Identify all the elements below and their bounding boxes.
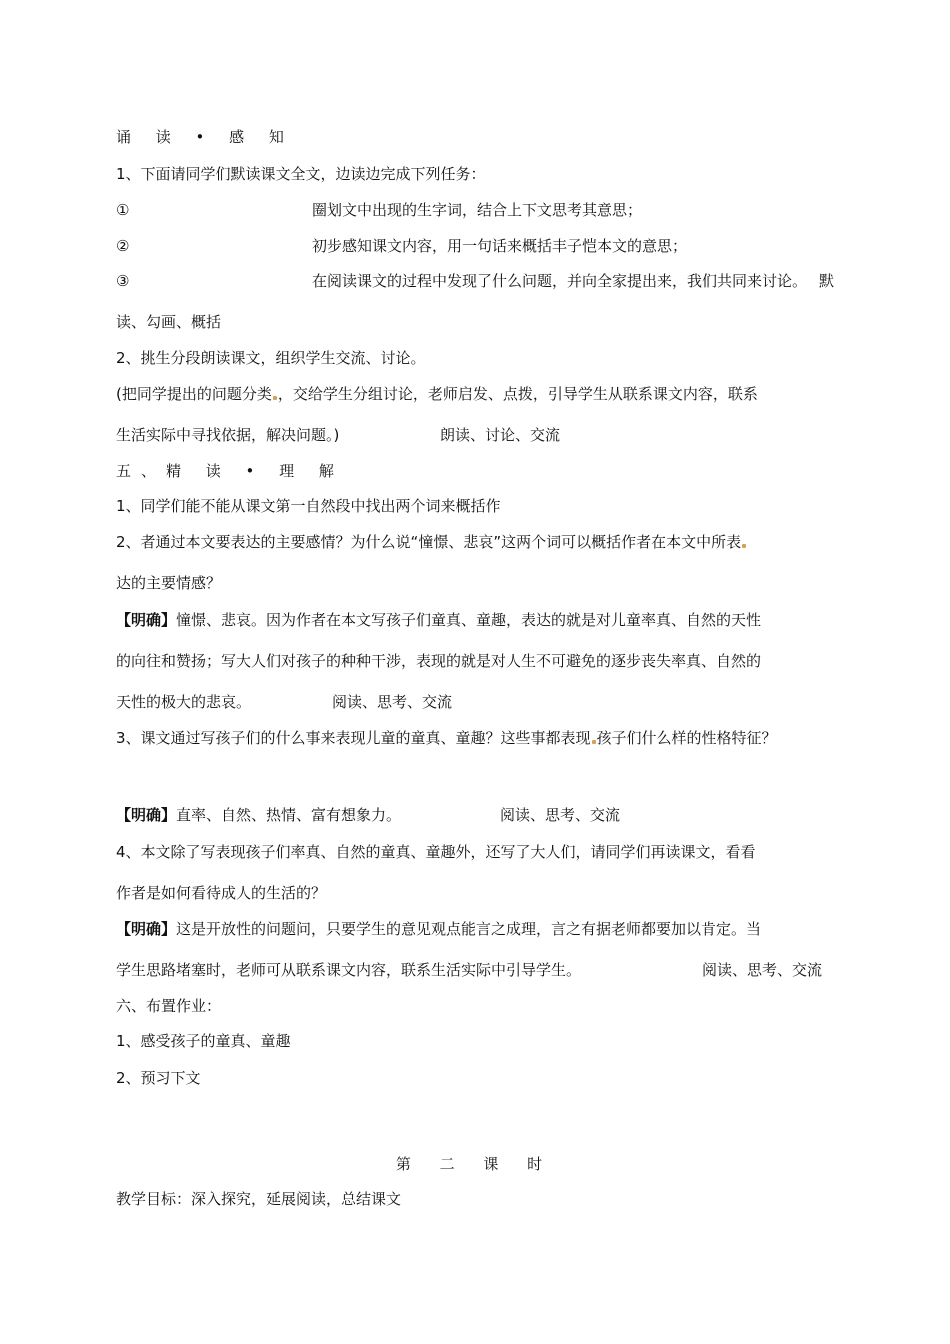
list-marker: ① (116, 201, 130, 219)
paragraph-discussion-continued (116, 425, 836, 445)
teaching-goal: 教学目标：深入探究，延展阅读，总结课文 (116, 1190, 402, 1208)
activity-label: 朗读、讨论、交流 (440, 426, 561, 444)
text-fragment: 学生思路堵塞时，老师可从联系课文内容，联系生活实际中引导学生。 (116, 961, 582, 979)
list-text: 初步感知课文内容，用一句话来概括丰子恺本文的意思； (312, 237, 688, 255)
answer-1 (116, 610, 761, 630)
list-item-3 (116, 271, 846, 291)
dot-mark (592, 740, 596, 744)
text-fragment: (把同学提出的问题分类 (116, 385, 272, 403)
lesson-heading: 第 二 课 时 (395, 1155, 555, 1173)
question-1: 1、同学们能不能从课文第一自然段中找出两个词来概括作 (116, 497, 501, 515)
question-3 (116, 728, 777, 748)
text-fragment: 憧憬、悲哀。因为作者在本文写孩子们童真、童趣，表达的就是对儿童率真、自然的天性 (176, 611, 762, 629)
answer-label: 【明确】 (116, 806, 177, 824)
answer-3 (116, 919, 761, 939)
question-4: 4、本文除了写表现孩子们率真、自然的童真、童趣外，还写了大人们，请同学们再读课文，看看 (116, 843, 756, 861)
paragraph-read-aloud: 2、挑生分段朗读课文，组织学生交流、讨论。 (116, 349, 426, 367)
text-fragment: 这是开放性的问题问，只要学生的意见观点能言之成理，言之有据老师都要加以肯定。当 (176, 920, 762, 938)
text-fragment: 3、课文通过写孩子们的什么事来表现儿童的童真、童趣？这些事都表现 (116, 729, 591, 747)
question-2 (116, 532, 747, 552)
text-fragment: 孩子们什么样的性格特征？ (596, 729, 777, 747)
answer-2 (116, 805, 676, 825)
section-heading-recite: 诵 读 • 感 知 (116, 128, 294, 146)
list-text: 圈划文中出现的生字词，结合上下文思考其意思； (312, 201, 643, 219)
paragraph-discussion (116, 384, 758, 404)
question-4-continued: 作者是如何看待成人的生活的？ (116, 884, 327, 902)
text-fragment: 生活实际中寻找依据，解决问题。) (116, 426, 340, 444)
answer-1-line-3 (116, 692, 616, 712)
list-text: 在阅读课文的过程中发现了什么问题，并向全家提出来，我们共同来讨论。 (312, 272, 808, 290)
text-fragment: 直率、自然、热情、富有想象力。 (176, 806, 402, 824)
activity-label: 阅读、思考、交流 (500, 806, 621, 824)
section-heading-homework: 六、布置作业： (116, 997, 222, 1015)
paragraph-task-intro: 1、下面请同学们默读课文全文，边读边完成下列任务： (116, 165, 486, 183)
list-marker: ③ (116, 272, 130, 290)
activity-label: 阅读、思考、交流 (702, 961, 823, 979)
activity-label: 默 (819, 272, 835, 290)
activity-label: 阅读、思考、交流 (332, 693, 453, 711)
homework-item-2: 2、预习下文 (116, 1069, 201, 1087)
list-item-1 (116, 200, 643, 220)
activity-label-continued: 读、勾画、概括 (116, 313, 222, 331)
text-fragment: 天性的极大的悲哀。 (116, 693, 252, 711)
list-marker: ② (116, 237, 130, 255)
answer-label: 【明确】 (116, 920, 177, 938)
answer-1-line-2: 的向往和赞扬；写大人们对孩子的种种干涉，表现的就是对人生不可避免的逐步丧失率真、自然的 (116, 652, 762, 670)
section-heading-intensive: 五、精 读 • 理 解 (116, 462, 344, 480)
answer-3-line-2 (116, 960, 836, 980)
answer-label: 【明确】 (116, 611, 177, 629)
dot-mark (742, 544, 746, 548)
question-2-continued: 达的主要情感？ (116, 574, 222, 592)
list-item-2 (116, 236, 688, 256)
homework-item-1: 1、感受孩子的童真、童趣 (116, 1032, 291, 1050)
text-fragment: 2、者通过本文要表达的主要感情？为什么说“憧憬、悲哀”这两个词可以概括作者在本文中所表 (116, 533, 742, 551)
text-fragment: ，交给学生分组讨论，老师启发、点拨，引导学生从联系课文内容，联系 (277, 385, 758, 403)
dot-mark (273, 396, 277, 400)
